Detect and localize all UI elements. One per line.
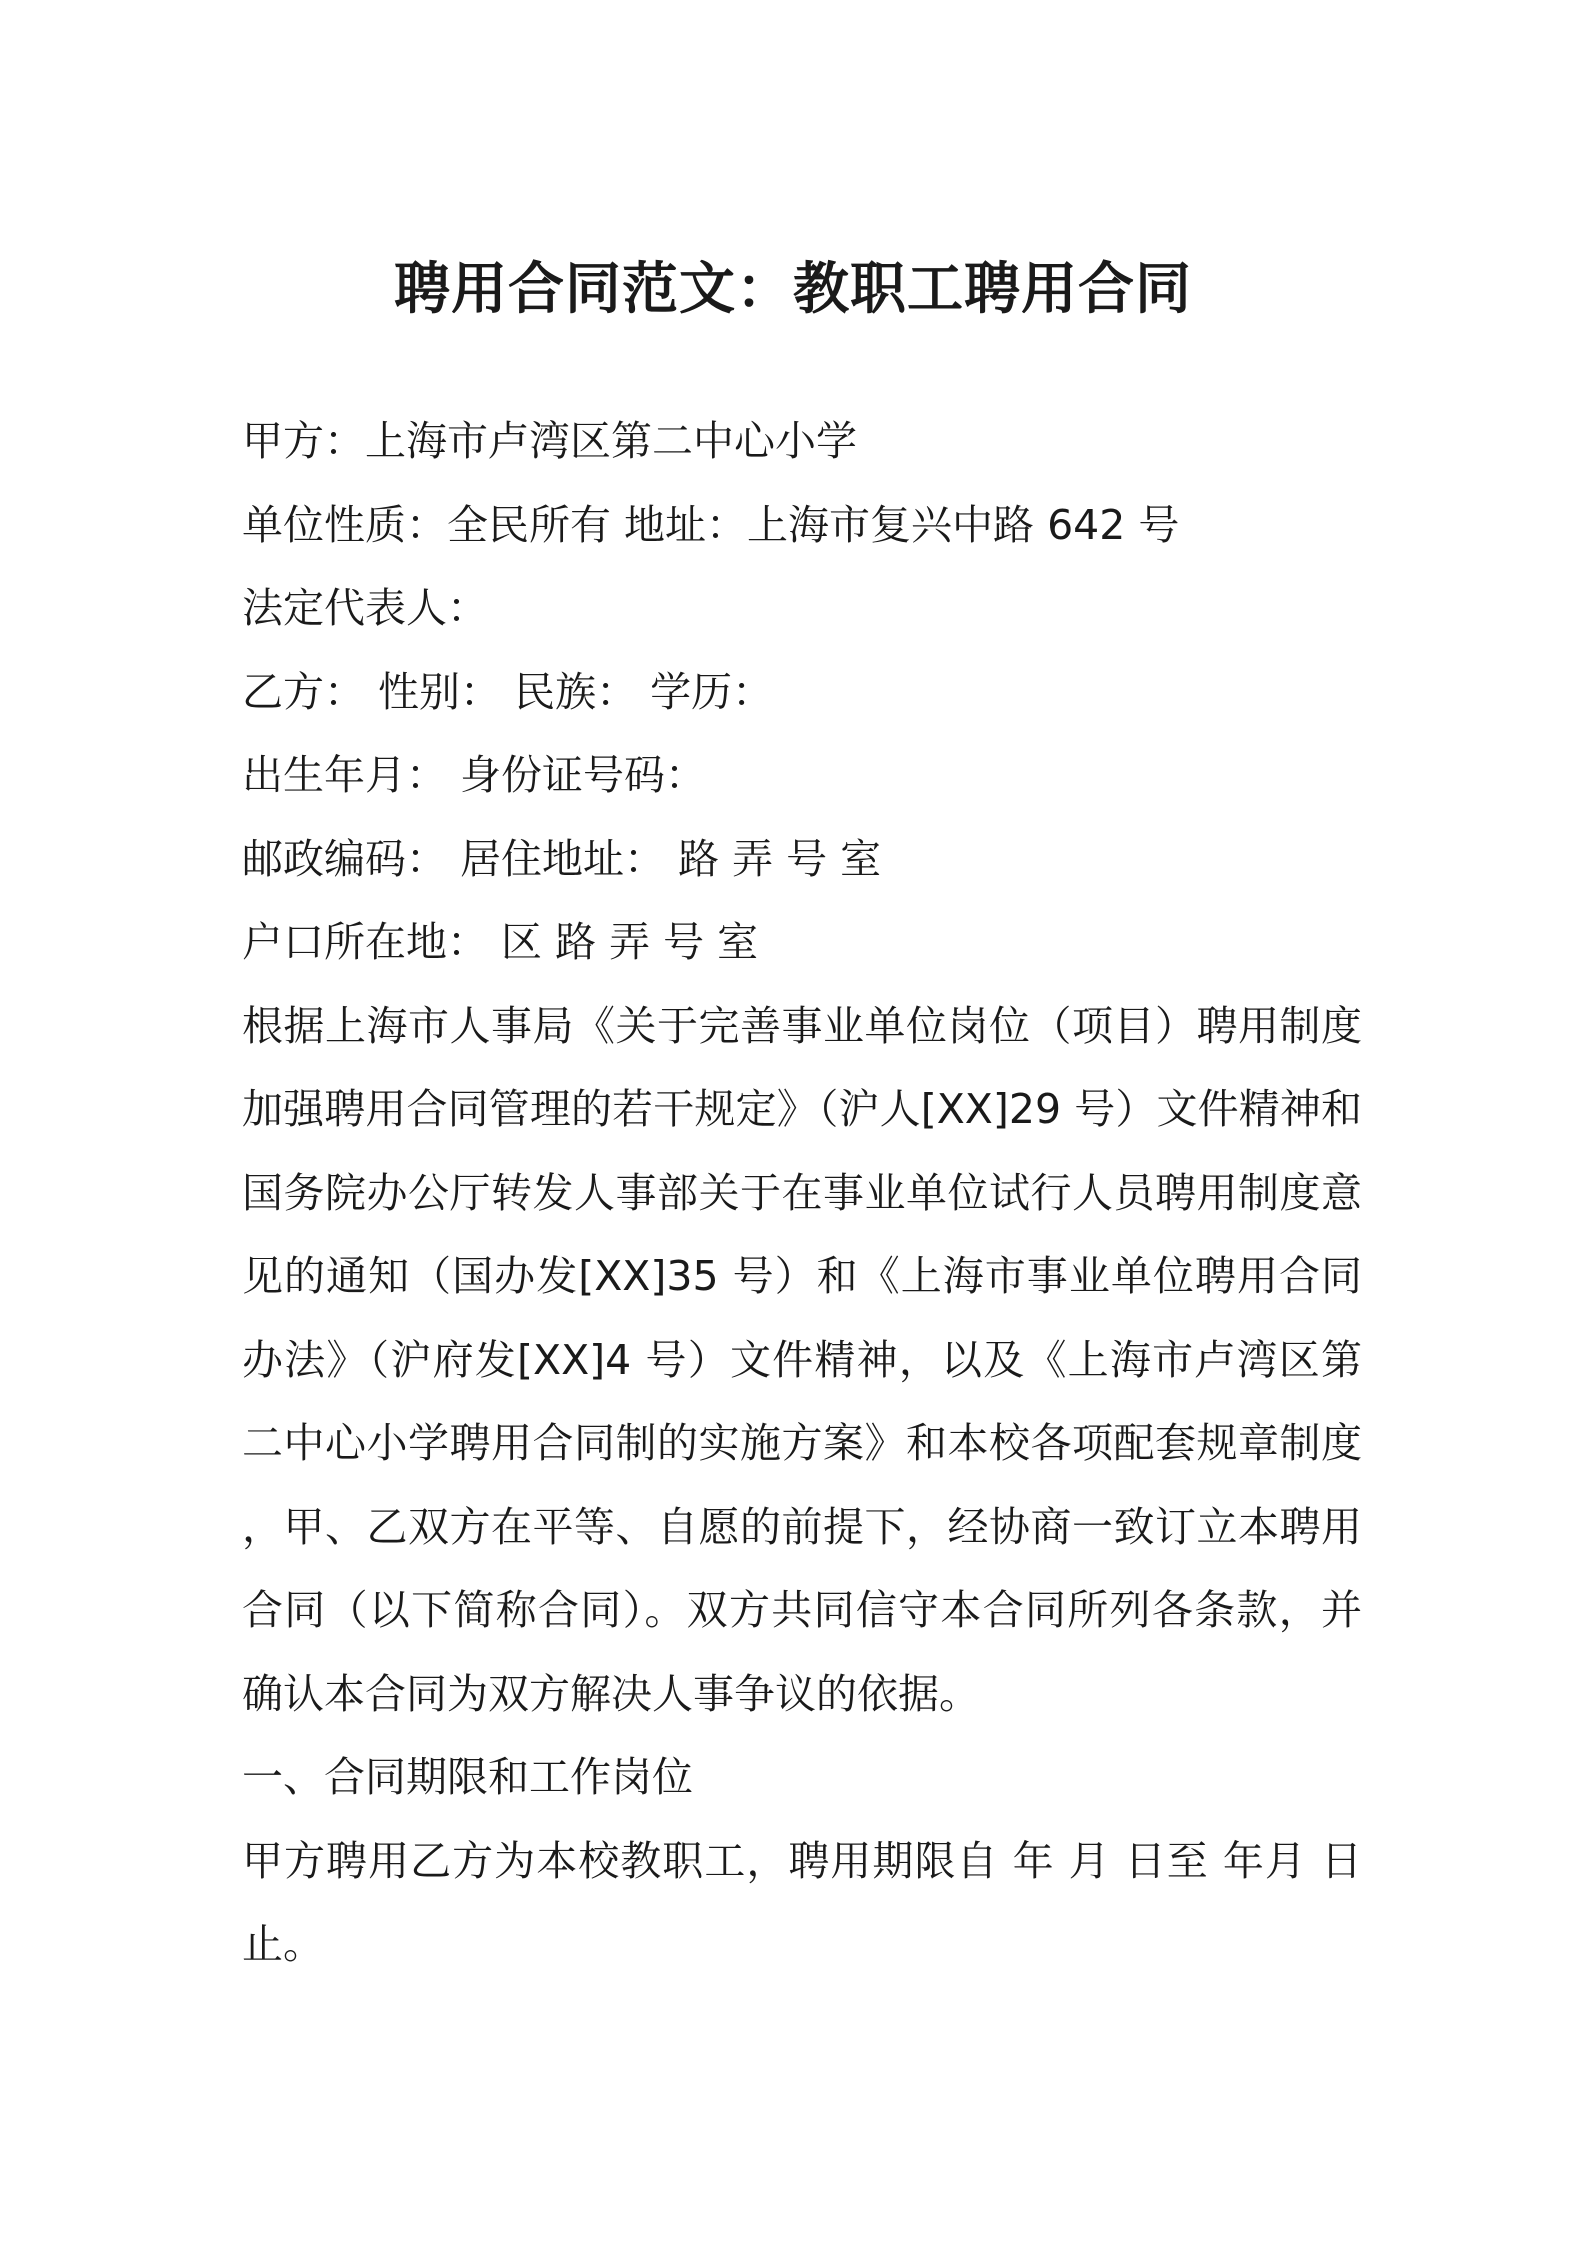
party-a-line: 甲方：上海市卢湾区第二中心小学: [242, 417, 857, 465]
section-1-heading: 一、合同期限和工作岗位: [242, 1753, 693, 1801]
document-body: [242, 400, 1362, 1987]
document-title: 聘用合同范文：教职工聘用合同: [394, 257, 1192, 322]
postal-address-line: 邮政编码： 居住地址： 路 弄 号 室: [242, 834, 882, 883]
party-b-line: 乙方： 性别： 民族： 学历：: [242, 667, 774, 716]
preamble-paragraph: 根据上海市人事局《关于完善事业单位岗位（项目）聘用制度加强聘用合同管理的若干规定》（沪人[XX]29 号）文件精神和国务院办公厅转发人事部关于在事业单位试行人员聘用制度意见的通知（国办发[XX]35 号）和《上海市事业单位聘用合同办法》（沪府发[XX]4 号）文件精神，以及《上海市卢湾区第二中心小学聘用合同制的实施方案》和本校各项配套规章制度，甲、乙双方在平等、自愿的前提下，经协商一致订立本聘用合同（以下简称合同）。双方共同信守本合同所列各条款，并确认本合同为双方解决人事争议的依据。: [242, 1001, 1362, 1718]
birth-id-line: 出生年月： 身份证号码：: [242, 751, 707, 799]
legal-representative-line: 法定代表人：: [242, 584, 488, 632]
section-1-paragraph: 甲方聘用乙方为本校教职工，聘用期限自 年 月 日至 年月 日止。: [242, 1836, 1362, 1968]
unit-nature-line: 单位性质：全民所有 地址：上海市复兴中路 642 号: [242, 500, 1180, 549]
household-registration-line: 户口所在地： 区 路 弄 号 室: [242, 918, 759, 966]
